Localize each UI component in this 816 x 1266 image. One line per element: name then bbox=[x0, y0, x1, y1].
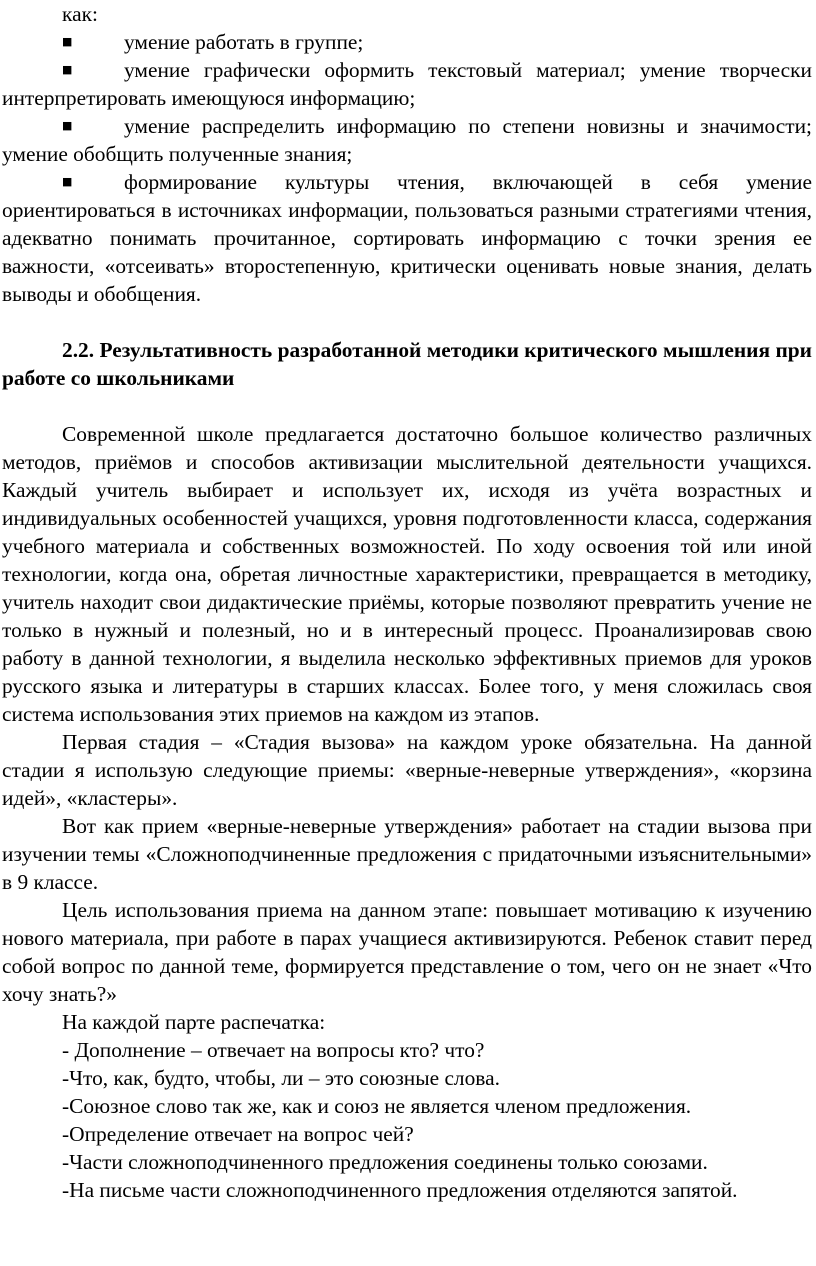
statement-item: -Определение отвечает на вопрос чей? bbox=[62, 1122, 414, 1146]
spacer bbox=[2, 392, 812, 420]
section-heading: 2.2. Результативность разработанной методики критического мышления при работе со школьниками bbox=[2, 338, 812, 390]
square-bullet-icon bbox=[62, 28, 124, 56]
body-paragraph: Первая стадия – «Стадия вызова» на каждом уроке обязательна. На данной стадии я использую следующие приемы: «верные-неверные утверждения», «корзина идей», «кластеры». bbox=[2, 730, 812, 810]
bullet-item bbox=[2, 112, 812, 168]
body-paragraph: Современной школе предлагается достаточно большое количество различных методов, приёмов и способов активизации мыслительной деятельности учащихся. Каждый учитель выбирает и использует их, исходя из учёта возрастных и индивидуальных особенностей учащихся, уровня подготовленности класса, содержания учебного материала и собственных возможностей. По ходу освоения той или иной технологии, когда она, обретая личностные характеристики, превращается в методику, учитель находит свои дидактические приёмы, которые позволяют превратить учение не только в нужный и полезный, но и в интересный процесс. Проанализировав свою работу в данной технологии, я выделила несколько эффективных приемов для уроков русского языка и литературы в старших классах. Более того, у меня сложилась своя система использования этих приемов на каждом из этапов. bbox=[2, 422, 812, 726]
bullet-item bbox=[2, 56, 812, 112]
statement-item: -Части сложноподчиненного предложения соединены только союзами. bbox=[62, 1150, 708, 1174]
bullet-list bbox=[2, 28, 812, 308]
square-bullet-icon bbox=[62, 168, 124, 196]
bullet-text: умение графически оформить текстовый материал; умение творчески интерпретировать имеющуюся информацию; bbox=[2, 58, 812, 110]
body-paragraph: Цель использования приема на данном этапе: повышает мотивацию к изучению нового материала, при работе в парах учащиеся активизируются. Ребенок ставит перед собой вопрос по данной теме, формируется представление о том, чего он не знает «Что хочу знать?» bbox=[2, 898, 812, 1006]
statement-list bbox=[2, 1036, 812, 1204]
bullet-text: умение распределить информацию по степени новизны и значимости; умение обобщить полученные знания; bbox=[2, 114, 812, 166]
spacer bbox=[2, 308, 812, 336]
intro-line: как: bbox=[62, 2, 98, 26]
body-paragraph: Вот как прием «верные-неверные утверждения» работает на стадии вызова при изучении темы «Сложноподчиненные предложения с придаточными изъяснительными» в 9 классе. bbox=[2, 814, 812, 894]
bullet-item bbox=[2, 28, 812, 56]
statement-item: - Дополнение – отвечает на вопросы кто? что? bbox=[62, 1038, 485, 1062]
statement-item: -Союзное слово так же, как и союз не является членом предложения. bbox=[62, 1094, 692, 1118]
bullet-text: умение работать в группе; bbox=[124, 30, 364, 54]
square-bullet-icon bbox=[62, 56, 124, 84]
statement-item: -На письме части сложноподчиненного предложения отделяются запятой. bbox=[62, 1178, 738, 1202]
body-paragraph: На каждой парте распечатка: bbox=[62, 1010, 326, 1034]
statement-item: -Что, как, будто, чтобы, ли – это союзные слова. bbox=[62, 1066, 500, 1090]
square-bullet-icon bbox=[62, 112, 124, 140]
bullet-text: формирование культуры чтения, включающей в себя умение ориентироваться в источниках информации, пользоваться разными стратегиями чтения, адекватно понимать прочитанное, сортировать информацию с точки зрения ее важности, «отсеивать» второстепенную, критически оценивать новые знания, делать выводы и обобщения. bbox=[2, 170, 812, 306]
bullet-item bbox=[2, 168, 812, 308]
